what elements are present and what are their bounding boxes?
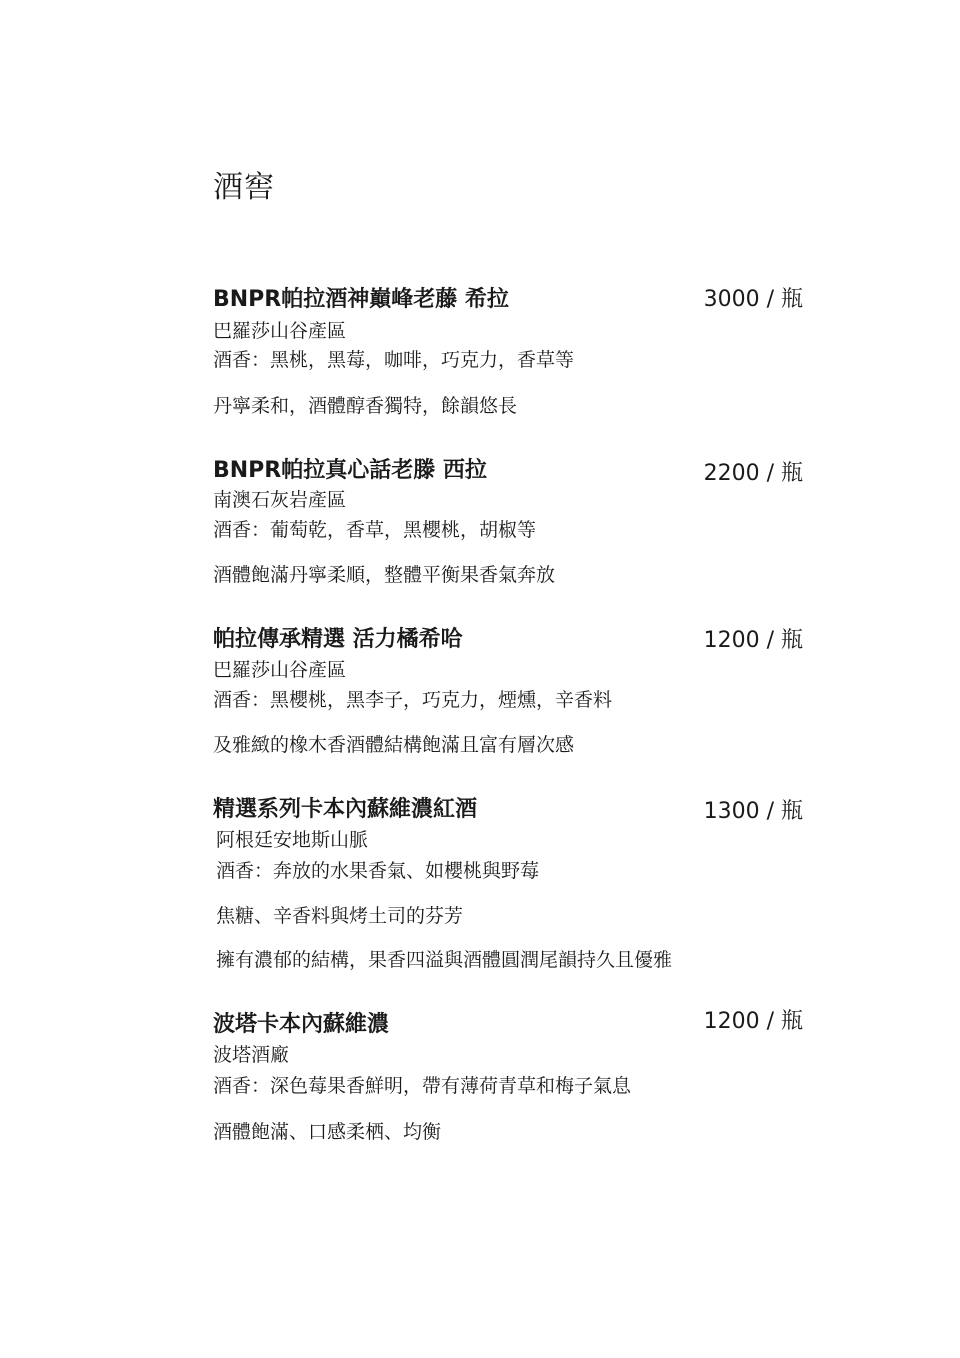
wine-entry (213, 1010, 803, 1150)
wine-aroma: 酒香：葡萄乾，香草，黑櫻桃，胡椒等 (213, 519, 537, 541)
wine-entry (213, 456, 803, 596)
wine-entry (213, 795, 803, 985)
page-title: 酒窖 (213, 170, 275, 205)
wine-price: 1300 / 瓶 (703, 799, 803, 824)
wine-region: 波塔酒廠 (213, 1044, 290, 1066)
wine-note: 擁有濃郁的結構，果香四溢與酒體圓潤尾韻持久且優雅 (216, 949, 673, 971)
wine-name: BNPR帕拉酒神巔峰老藤 希拉 (213, 287, 509, 312)
wine-price: 1200 / 瓶 (703, 1009, 803, 1034)
wine-aroma: 酒香：深色莓果香鮮明，帶有薄荷青草和梅子氣息 (213, 1075, 632, 1097)
wine-note: 酒體飽滿、口感柔栖、均衡 (213, 1121, 442, 1143)
wine-aroma: 酒香：黑桃，黑莓，咖啡，巧克力，香草等 (213, 349, 575, 371)
wine-region: 巴羅莎山谷產區 (213, 659, 347, 681)
wine-region: 巴羅莎山谷產區 (213, 320, 347, 342)
wine-note: 焦糖、辛香料與烤土司的芬芳 (216, 905, 464, 927)
wine-name: BNPR帕拉真心話老滕 西拉 (213, 458, 487, 483)
wine-name: 精選系列卡本內蘇維濃紅酒 (213, 797, 478, 822)
wine-region: 南澳石灰岩產區 (213, 489, 347, 511)
wine-name: 帕拉傳承精選 活力橘希哈 (213, 627, 463, 652)
wine-price: 3000 / 瓶 (703, 287, 803, 312)
wine-aroma: 酒香：黑櫻桃，黑李子，巧克力，煙燻，辛香料 (213, 689, 613, 711)
wine-note: 及雅緻的橡木香酒體結構飽滿且富有層次感 (213, 734, 575, 756)
wine-note: 丹寧柔和，酒體醇香獨特，餘韻悠長 (213, 395, 518, 417)
wine-price: 1200 / 瓶 (703, 628, 803, 653)
wine-aroma: 酒香：奔放的水果香氣、如櫻桃與野莓 (216, 860, 540, 882)
wine-note: 酒體飽滿丹寧柔順，整體平衡果香氣奔放 (213, 564, 556, 586)
wine-name: 波塔卡本內蘇維濃 (213, 1012, 390, 1037)
wine-entry (213, 285, 803, 425)
wine-region: 阿根廷安地斯山脈 (216, 829, 369, 851)
wine-price: 2200 / 瓶 (703, 461, 803, 486)
wine-entry (213, 625, 803, 765)
